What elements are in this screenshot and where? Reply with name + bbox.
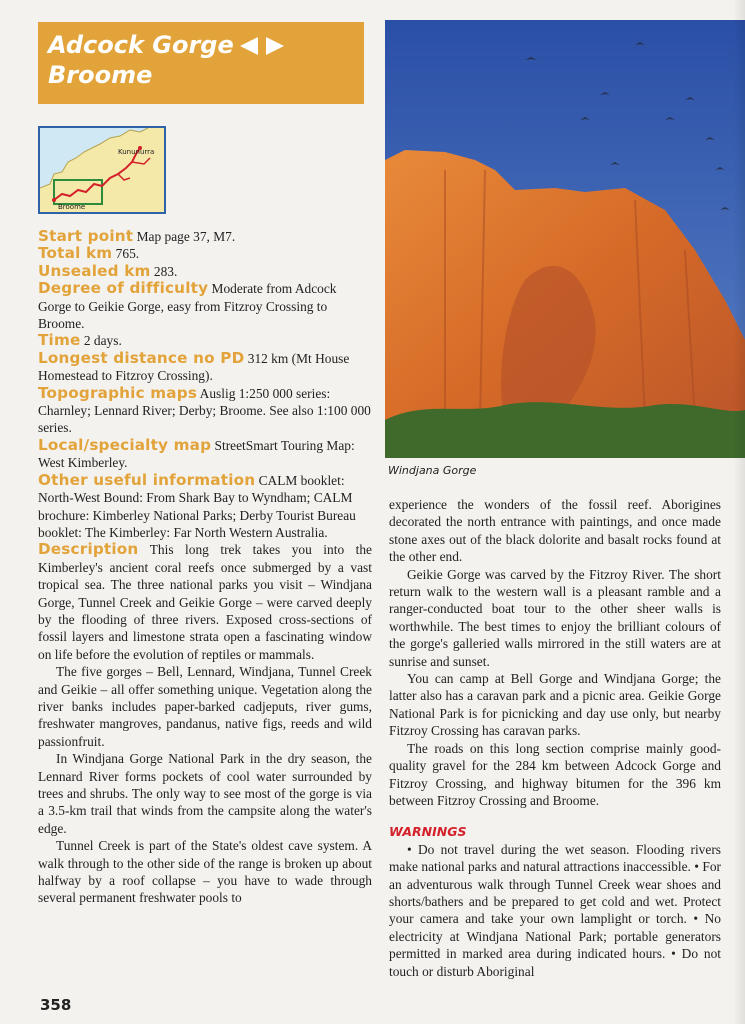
direction-arrows-icon xyxy=(240,37,284,55)
warnings-heading: WARNINGS xyxy=(389,824,467,840)
entry-label: Longest distance no PD xyxy=(38,348,245,367)
entry-value: StreetSmart Touring Map: West Kimberley. xyxy=(38,437,355,471)
warnings-text: • Do not travel during the wet season. Flooding rivers make national parks and natural attractions inaccessible. • For an adventurous walk through Tunnel Creek wear shoes and shorts/bathers and be prepared to get cold and wet. Protect your camera and take your own lamplight or torch. • No electricity at Windjana National Park; portable generators permitted in marked area during indicated hours. • Do not touch or disturb Aboriginal xyxy=(389,841,721,979)
description-label: Description xyxy=(38,540,139,559)
body-paragraph: Geikie Gorge was carved by the Fitzroy River. The short return walk to the western wall is a pleasant ramble and a ranger-conducted boat tour to the other sheer walls is worthwhile. The best times to enjoy the brilliant colours of the gorge's galleried walls mirrored in the still waters are at sunrise and sunset. xyxy=(389,566,721,669)
description-paragraph: In Windjana Gorge National Park in the dry season, the Lennard River forms pockets of cool water surrounded by trees and shrubs. The only way to see most of the gorge is via a 3.5-km trail that winds from the campsite along the water's edge. xyxy=(38,751,372,836)
entry-value: 312 km (Mt House Homestead to Fitzroy Crossing). xyxy=(38,350,350,384)
photo-caption: Windjana Gorge xyxy=(388,464,477,477)
description-paragraph xyxy=(38,541,372,663)
body-paragraph: You can camp at Bell Gorge and Windjana Gorge; the latter also has a caravan park and a picnic area. Geikie Gorge National Park is for picnicking and day use only, but nearby Fitzroy Crossing has caravan parks. xyxy=(389,671,721,739)
title-line2: Broome xyxy=(48,61,153,89)
title-line1: Adcock Gorge xyxy=(48,31,234,59)
page-number: 358 xyxy=(40,996,72,1014)
body-paragraph: experience the wonders of the fossil reef. Aborigines decorated the north entrance with paintings, and once made stone axes out of the black dolorite and basalt rocks found at the other end. xyxy=(389,497,721,565)
entry-specialty-map xyxy=(38,437,372,472)
entry-label: Time xyxy=(38,331,81,350)
entry-value: Auslig 1:250 000 series: Charnley; Lennard River; Derby; Broome. See also 1:100 000 series. xyxy=(38,385,371,436)
entry-value: CALM booklet: North-West Bound: From Shark Bay to Wyndham; CALM brochure: Kimberley National Parks; Derby Tourist Bureau booklet: The Kimberley: Far North Western Australia. xyxy=(38,472,356,540)
entry-start-point xyxy=(38,228,372,245)
right-column xyxy=(389,496,721,980)
entry-value: 765. xyxy=(115,246,140,262)
title-box xyxy=(38,22,364,104)
entry-label: Unsealed km xyxy=(38,261,151,280)
map-label-broome: Broome xyxy=(58,203,86,211)
description xyxy=(38,541,372,907)
entry-value: 283. xyxy=(153,263,178,279)
entry-label: Other useful information xyxy=(38,470,256,489)
gorge-photo xyxy=(385,20,745,458)
entry-difficulty xyxy=(38,280,372,332)
entry-value: 2 days. xyxy=(83,333,122,349)
entry-label: Total km xyxy=(38,244,113,263)
entry-label: Local/specialty map xyxy=(38,435,212,454)
description-paragraph: Tunnel Creek is part of the State's oldest cave system. A walk through to the other side of the range is broken up about halfway by a roof collapse – you have to wade through several permanent freshwater pools to xyxy=(38,838,372,906)
entry-longest-distance xyxy=(38,350,372,385)
entry-label: Start point xyxy=(38,227,134,245)
entry-time xyxy=(38,332,372,349)
body-paragraph: The roads on this long section comprise mainly good-quality gravel for the 284 km between Adcock Gorge and Fitzroy Crossing, and highway bitumen for the 396 km between Fitzroy Crossing and Broome. xyxy=(389,740,721,808)
entry-value: Map page 37, M7. xyxy=(136,229,236,244)
entry-label: Topographic maps xyxy=(38,383,198,402)
description-text: This long trek takes you into the Kimberley's ancient coral reefs once submerged by a vast tropical sea. The three national parks you visit – Windjana Gorge, Tunnel Creek and Geikie Gorge – were carved deeply by the flooding of three rivers. Exposed cross-sections of fossil layers and limestone strata open a fascinating window on life before the evolution of reptiles or mammals. xyxy=(38,542,373,662)
page-edge-shadow xyxy=(733,0,745,1024)
entry-unsealed-km xyxy=(38,263,372,280)
entry-total-km xyxy=(38,245,372,262)
entry-other-info xyxy=(38,472,372,542)
entry-label: Degree of difficulty xyxy=(38,279,209,298)
locator-map xyxy=(38,126,166,214)
map-label-kununurra: Kununurra xyxy=(118,148,155,156)
trip-info xyxy=(38,228,372,907)
entry-value: Moderate from Adcock Gorge to Geikie Gorge, easy from Fitzroy Crossing to Broome. xyxy=(38,281,337,332)
description-paragraph: The five gorges – Bell, Lennard, Windjana, Tunnel Creek and Geikie – all offer something unique. Vegetation along the river banks includes paper-barked cadjeputs, river gums, freshwater mangroves, pandanus, native figs, reeds and wild passionfruit. xyxy=(38,664,372,749)
entry-topographic-maps xyxy=(38,385,372,437)
page-title xyxy=(48,30,284,90)
